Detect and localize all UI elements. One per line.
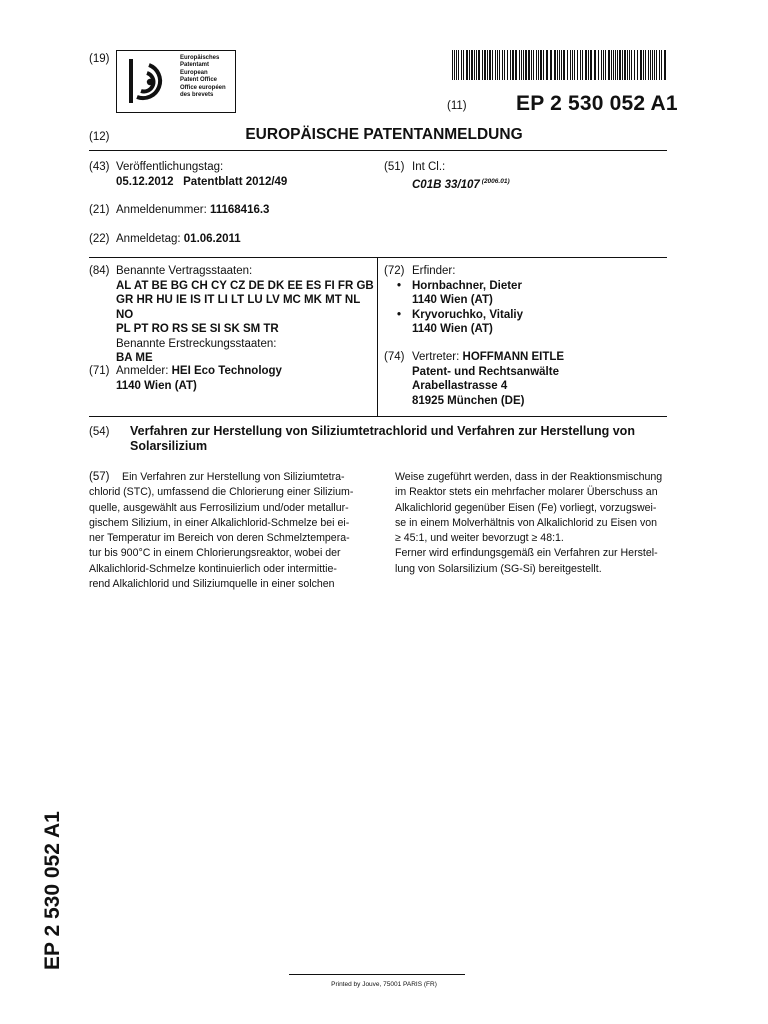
filing-date-value: 01.06.2011 <box>183 233 241 245</box>
filing-date-label: Anmeldetag: <box>116 233 181 245</box>
publication-barcode <box>452 50 666 80</box>
abstract-right-column <box>395 470 667 577</box>
application-number-value: 11168416.3 <box>209 204 270 216</box>
divider-parties-bottom <box>89 416 667 417</box>
inid-19: (19) <box>89 53 110 65</box>
representative-label: Vertreter: <box>412 351 460 363</box>
inid-57: (57) <box>89 471 110 483</box>
inventor-name: Hornbachner, Dieter <box>412 279 522 292</box>
designated-states-line: AL AT BE BG CH CY CZ DE DK EE ES FI FR GB <box>116 279 374 292</box>
inid-11: (11) <box>447 100 467 112</box>
inventor-name: Kryvoruchko, Vitaliy <box>412 308 523 321</box>
publication-number: EP 2 530 052 A1 <box>516 92 678 115</box>
inventors-label: Erfinder: <box>412 265 456 277</box>
abstract-line: Ein Verfahren zur Herstellung von Siliziumtetra- <box>122 471 345 483</box>
application-number-label: Anmeldenummer: <box>116 204 207 216</box>
epo-office-name: Europäisches Patentamt European Patent Office Office européen des brevets <box>180 55 226 98</box>
applicant-label: Anmelder: <box>116 365 169 377</box>
column-divider <box>377 257 378 416</box>
publication-date-label: Veröffentlichungstag: <box>116 161 224 173</box>
invention-title <box>130 424 670 454</box>
document-type: EUROPÄISCHE PATENTANMELDUNG <box>245 126 523 143</box>
abstract-line: chlorid (STC), umfassend die Chlorierung einer Silizium- <box>89 486 354 499</box>
inid-51: (51) <box>384 161 405 173</box>
abstract-line: lung von Solarsilizium (SG-Si) bereitgestellt. <box>395 562 602 575</box>
inventors-block <box>397 264 523 337</box>
invention-title-line: Verfahren zur Herstellung von Siliziumtetrachlorid und Verfahren zur Herstellung von <box>130 424 635 438</box>
abstract-left-column <box>89 470 361 592</box>
abstract-line: ner Temperatur im Bereich von deren Schmelztempera- <box>89 532 350 545</box>
side-publication-number: EP 2 530 052 A1 <box>41 811 64 970</box>
representative-line: 81925 München (DE) <box>412 394 525 407</box>
classification-value: C01B 33/107 <box>412 178 480 191</box>
applicant-name: HEI Eco Technology <box>171 365 282 377</box>
inventor-city: 1140 Wien (AT) <box>412 294 493 306</box>
inid-22: (22) <box>89 233 110 245</box>
inid-84: (84) <box>89 265 110 277</box>
inventor-city: 1140 Wien (AT) <box>412 323 493 335</box>
extension-states-label: Benannte Erstreckungsstaaten: <box>116 337 277 350</box>
inid-54: (54) <box>89 426 110 438</box>
applicant-city: 1140 Wien (AT) <box>116 379 197 392</box>
barcode-bar <box>664 50 666 80</box>
abstract-line: Ferner wird erfindungsgemäß ein Verfahren zur Herstel- <box>395 547 658 560</box>
classification-block <box>412 160 510 192</box>
bullet-icon: • <box>397 279 402 292</box>
abstract-line: tur bis 900°C in einem Chlorierungsreaktor, wobei der <box>89 547 341 560</box>
footer-rule <box>289 974 465 975</box>
epo-logo-icon <box>119 51 181 112</box>
abstract-line: gischem Silizium, in einer Alkalichlorid-Schmelze bei ei- <box>89 516 350 529</box>
inid-72: (72) <box>384 265 405 277</box>
divider-top <box>89 150 667 151</box>
publication-date-value: 05.12.2012 Patentblatt 2012/49 <box>116 175 288 188</box>
abstract-line: Weise zugeführt werden, dass in der Reaktionsmischung <box>395 471 663 483</box>
abstract-line: ≥ 45:1, und weiter bevorzugt ≥ 48:1. <box>395 532 564 545</box>
divider-parties-top <box>89 257 667 258</box>
extension-states-value: BA ME <box>116 352 153 364</box>
designated-states-block <box>116 264 374 366</box>
abstract-line: rend Alkalichlorid und Siliziumquelle in einer solchen <box>89 578 335 591</box>
inid-43: (43) <box>89 161 110 173</box>
inventor-item <box>397 279 523 308</box>
inid-12: (12) <box>89 131 110 143</box>
bullet-icon: • <box>397 308 402 321</box>
application-number-line <box>116 203 269 218</box>
abstract-line: quelle, ausgewählt aus Ferrosilizium und/oder metallur- <box>89 501 349 514</box>
representative-line: Arabellastrasse 4 <box>412 380 508 392</box>
inid-71: (71) <box>89 365 110 377</box>
abstract-line: Alkalichlorid gegenüber Eisen (Fe) vorliegt, vorzugswei- <box>395 501 657 514</box>
classification-label: Int Cl.: <box>412 161 446 173</box>
representative-block <box>412 350 564 408</box>
inid-21: (21) <box>89 204 110 216</box>
inid-74: (74) <box>384 351 405 363</box>
representative-line: Patent- und Rechtsanwälte <box>412 365 559 378</box>
designated-states-line: GR HR HU IE IS IT LI LT LU LV MC MK MT NL NO <box>116 294 361 321</box>
filing-date-line <box>116 232 241 247</box>
representative-name: HOFFMANN EITLE <box>462 351 565 363</box>
abstract-line: Alkalichlorid-Schmelze kontinuierlich oder intermittie- <box>89 562 337 575</box>
invention-title-line: Solarsilizium <box>130 439 208 453</box>
inventor-item <box>397 308 523 337</box>
designated-states-label: Benannte Vertragsstaaten: <box>116 265 253 277</box>
printer-note: Printed by Jouve, 75001 PARIS (FR) <box>331 981 437 988</box>
applicant-block <box>116 364 282 393</box>
designated-states-line: PL PT RO RS SE SI SK SM TR <box>116 323 279 335</box>
abstract-line: se in einem Molverhältnis von Alkalichlorid zu Eisen von <box>395 516 658 529</box>
abstract-line: im Reaktor stets ein mehrfacher molarer Überschuss an <box>395 486 658 499</box>
publication-date-block <box>116 160 287 189</box>
classification-version: (2006.01) <box>481 177 510 185</box>
